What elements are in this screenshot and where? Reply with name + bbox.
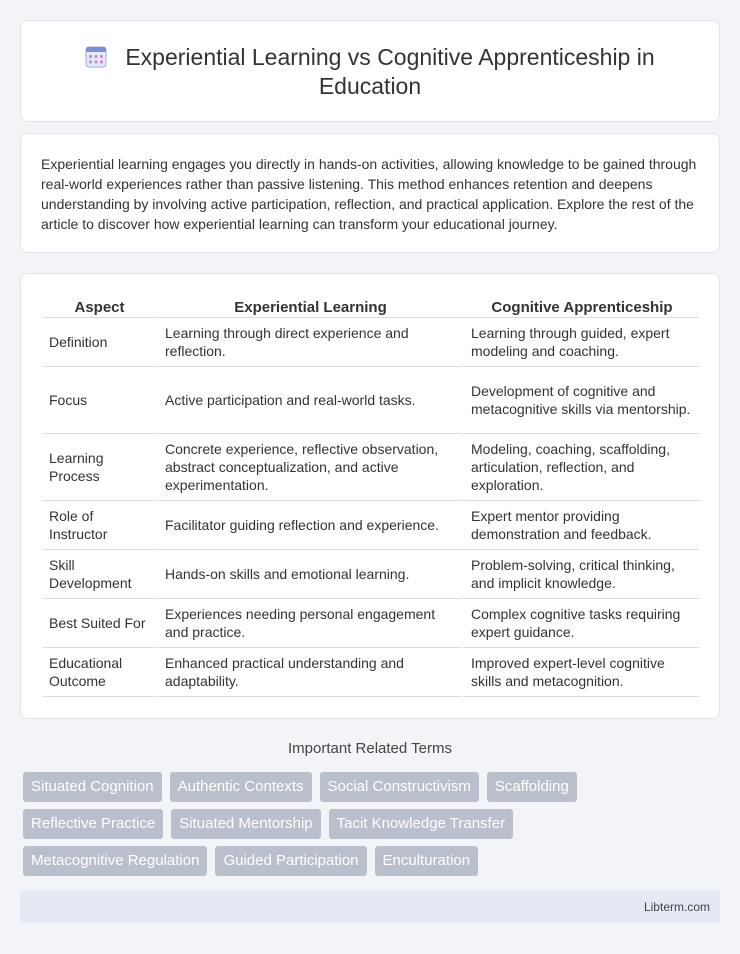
header-experiential: Experiential Learning — [156, 296, 462, 318]
cognitive-cell: Expert mentor providing demonstration and feedback. — [462, 501, 699, 550]
related-term-tag[interactable]: Authentic Contexts — [170, 772, 312, 802]
related-term-tag[interactable]: Social Constructivism — [320, 772, 479, 802]
cognitive-cell: Improved expert-level cognitive skills and metacognition. — [462, 648, 699, 697]
table-row — [43, 599, 699, 648]
aspect-cell: Focus — [43, 367, 156, 434]
experiential-cell: Learning through direct experience and reflection. — [156, 318, 462, 367]
table-row — [43, 367, 699, 434]
table-row — [43, 434, 699, 501]
related-term-tag[interactable]: Enculturation — [375, 846, 479, 876]
table-row — [43, 501, 699, 550]
related-term-tag[interactable]: Metacognitive Regulation — [23, 846, 207, 876]
footer — [20, 890, 720, 923]
related-term-tag[interactable]: Scaffolding — [487, 772, 577, 802]
aspect-cell: Learning Process — [43, 434, 156, 501]
title-card — [20, 20, 720, 122]
related-term-tag[interactable]: Tacit Knowledge Transfer — [329, 809, 513, 839]
cognitive-cell: Modeling, coaching, scaffolding, articulation, reflection, and exploration. — [462, 434, 699, 501]
experiential-cell: Experiences needing personal engagement and practice. — [156, 599, 462, 648]
related-term-tag[interactable]: Reflective Practice — [23, 809, 163, 839]
related-term-tag[interactable]: Situated Cognition — [23, 772, 162, 802]
related-term-tag[interactable]: Situated Mentorship — [171, 809, 320, 839]
footer-site-link[interactable]: Libterm.com — [643, 900, 710, 914]
aspect-cell: Best Suited For — [43, 599, 156, 648]
comparison-card — [20, 273, 720, 719]
related-terms-title: Important Related Terms — [288, 740, 452, 757]
cognitive-cell: Complex cognitive tasks requiring expert guidance. — [462, 599, 699, 648]
table-header-row — [43, 296, 699, 318]
page-title-wrap — [61, 43, 679, 101]
intro-card — [20, 133, 720, 253]
related-terms-list — [23, 772, 643, 876]
experiential-cell: Active participation and real-world tasks. — [156, 367, 462, 434]
comparison-table — [43, 296, 699, 697]
experiential-cell: Concrete experience, reflective observation, abstract conceptualization, and active experimentation. — [156, 434, 462, 501]
related-term-tag[interactable]: Guided Participation — [215, 846, 366, 876]
cognitive-cell: Development of cognitive and metacognitive skills via mentorship. — [462, 367, 699, 434]
table-row — [43, 648, 699, 697]
page-title: Experiential Learning vs Cognitive Apprenticeship in Education — [125, 44, 655, 99]
table-row — [43, 550, 699, 599]
aspect-cell: Educational Outcome — [43, 648, 156, 697]
experiential-cell: Facilitator guiding reflection and experience. — [156, 501, 462, 550]
aspect-cell: Skill Development — [43, 550, 156, 599]
aspect-cell: Definition — [43, 318, 156, 367]
intro-paragraph: Experiential learning engages you directly in hands-on activities, allowing knowledge to be gained through real-world experiences rather than passive listening. This method enhances retention and deepens understanding by involving active participation, reflection, and practical application. Explore the rest of the article to discover how experiential learning can transform your educational journey. — [41, 156, 697, 232]
header-aspect: Aspect — [43, 296, 156, 318]
cognitive-cell: Learning through guided, expert modeling and coaching. — [462, 318, 699, 367]
table-row — [43, 318, 699, 367]
experiential-cell: Hands-on skills and emotional learning. — [156, 550, 462, 599]
cognitive-cell: Problem-solving, critical thinking, and implicit knowledge. — [462, 550, 699, 599]
table-icon — [85, 46, 107, 68]
header-cognitive: Cognitive Apprenticeship — [462, 296, 699, 318]
experiential-cell: Enhanced practical understanding and adaptability. — [156, 648, 462, 697]
aspect-cell: Role of Instructor — [43, 501, 156, 550]
